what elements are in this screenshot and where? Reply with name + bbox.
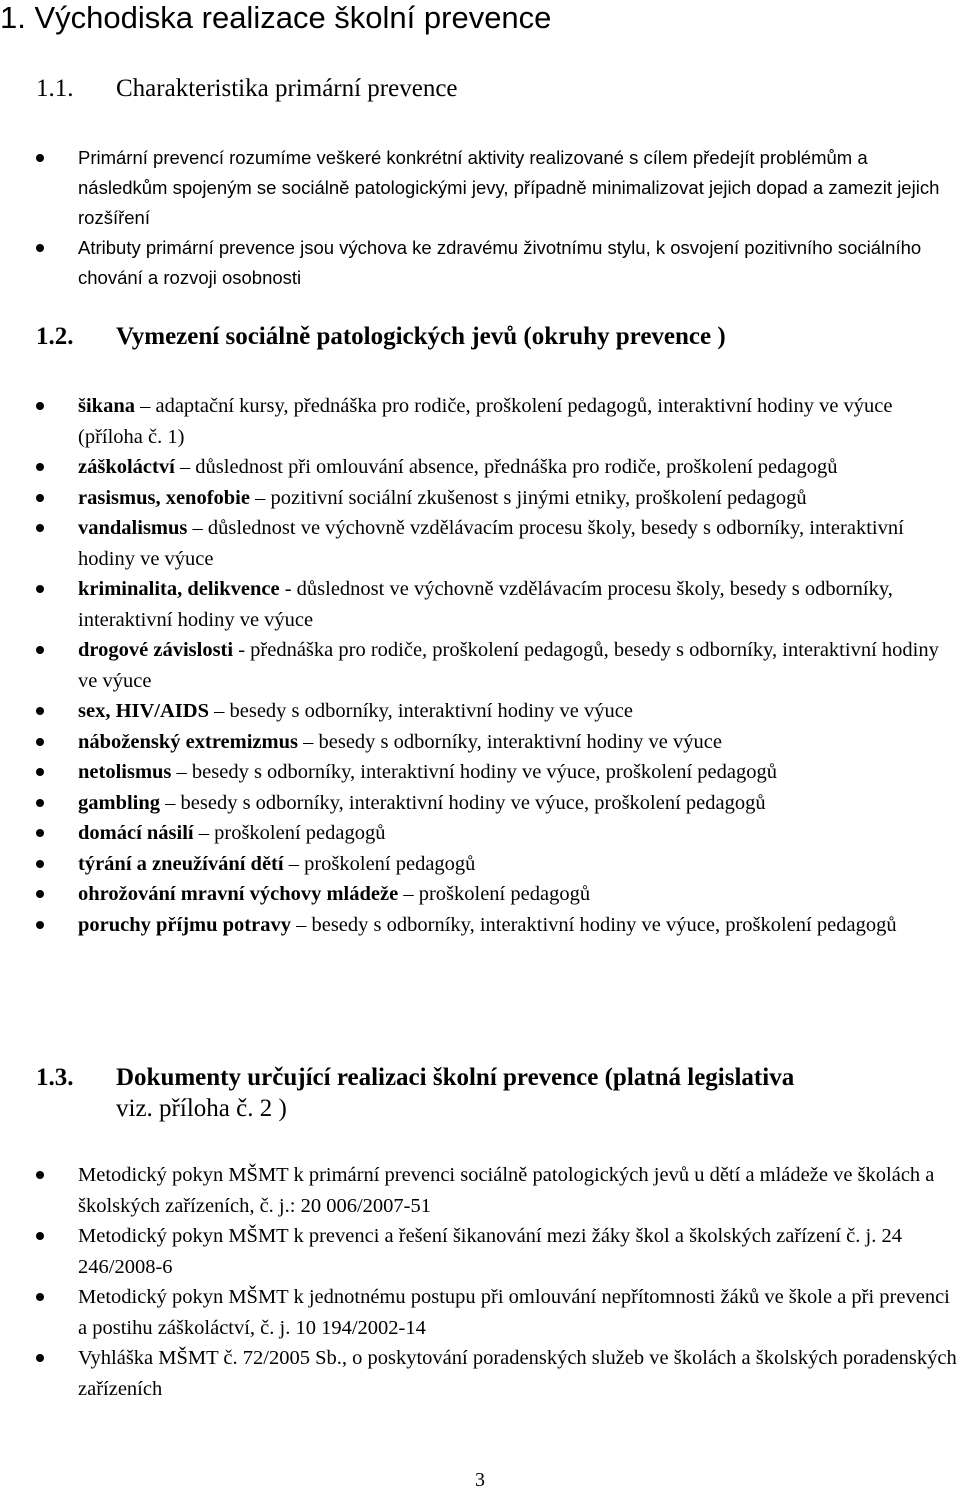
bullet-icon: [36, 524, 44, 532]
list-item: gambling – besedy s odborníky, interaktivní hodiny ve výuce, proškolení pedagogů: [0, 788, 960, 819]
title-number: 1.: [0, 0, 26, 35]
bullet-icon: [36, 494, 44, 502]
list-item: vandalismus – důslednost ve výchovně vzdělávacím procesu školy, besedy s odborníky, interaktivní hodiny ve výuce: [0, 513, 960, 574]
list-item: záškoláctví – důslednost při omlouvání absence, přednáška pro rodiče, proškolení pedagogů: [0, 452, 960, 483]
section-3-heading: [36, 1062, 794, 1124]
list-item: Metodický pokyn MŠMT k primární prevenci sociálně patologických jevů u dětí a mládeže ve školách a školských zařízeních, č. j.: 20 006/2007-51: [0, 1160, 960, 1221]
bullet-icon: [36, 463, 44, 471]
section-3-list: [0, 1160, 960, 1404]
bullet-icon: [36, 1232, 44, 1240]
list-item: sex, HIV/AIDS – besedy s odborníky, interaktivní hodiny ve výuce: [0, 696, 960, 727]
list-item: poruchy příjmu potravy – besedy s odborníky, interaktivní hodiny ve výuce, proškolení pedagogů: [0, 910, 960, 941]
section-3-title-continuation: viz. příloha č. 2 ): [116, 1095, 287, 1122]
list-item: ohrožování mravní výchovy mládeže – proškolení pedagogů: [0, 879, 960, 910]
list-item: Metodický pokyn MŠMT k jednotnému postupu při omlouvání nepřítomnosti žáků ve škole a při prevenci a postihu záškoláctví, č. j. 10 194/2002-14: [0, 1282, 960, 1343]
section-3-title: Dokumenty určující realizaci školní prevence (platná legislativa: [116, 1064, 795, 1091]
page-title: [0, 0, 551, 36]
section-2-number: 1.2.: [36, 323, 74, 350]
bullet-icon: [36, 860, 44, 868]
list-item: domácí násilí – proškolení pedagogů: [0, 818, 960, 849]
section-2-title: Vymezení sociálně patologických jevů (okruhy prevence ): [116, 323, 726, 350]
bullet-icon: [36, 1354, 44, 1362]
bullet-icon: [36, 799, 44, 807]
section-3-number: 1.3.: [36, 1064, 74, 1091]
bullet-icon: [36, 738, 44, 746]
section-1-heading: [36, 73, 458, 104]
list-item: šikana – adaptační kursy, přednáška pro rodiče, proškolení pedagogů, interaktivní hodiny ve výuce (příloha č. 1): [0, 391, 960, 452]
list-item: týrání a zneužívání dětí – proškolení pedagogů: [0, 849, 960, 880]
list-item: netolismus – besedy s odborníky, interaktivní hodiny ve výuce, proškolení pedagogů: [0, 757, 960, 788]
bullet-icon: [36, 1171, 44, 1179]
list-item: kriminalita, delikvence - důslednost ve výchovně vzdělávacím procesu školy, besedy s odborníky, interaktivní hodiny ve výuce: [0, 574, 960, 635]
list-item: drogové závislosti - přednáška pro rodiče, proškolení pedagogů, besedy s odborníky, interaktivní hodiny ve výuce: [0, 635, 960, 696]
bullet-icon: [36, 646, 44, 654]
bullet-icon: [36, 890, 44, 898]
bullet-icon: [36, 707, 44, 715]
list-item: rasismus, xenofobie – pozitivní sociální zkušenost s jinými etniky, proškolení pedagogů: [0, 483, 960, 514]
list-item: náboženský extremizmus – besedy s odborníky, interaktivní hodiny ve výuce: [0, 727, 960, 758]
bullet-icon: [36, 1293, 44, 1301]
list-item: Vyhláška MŠMT č. 72/2005 Sb., o poskytování poradenských služeb ve školách a školských poradenských zařízeních: [0, 1343, 960, 1404]
bullet-icon: [36, 921, 44, 929]
section-1-title: Charakteristika primární prevence: [116, 75, 458, 102]
bullet-icon: [36, 402, 44, 410]
section-2-list: [0, 391, 960, 940]
bullet-icon: [36, 829, 44, 837]
section-2-heading: [36, 321, 726, 352]
page-number: 3: [475, 1469, 485, 1491]
title-text: Východiska realizace školní prevence: [34, 0, 552, 35]
bullet-icon: [36, 244, 44, 252]
list-item: Atributy primární prevence jsou výchova ke zdravému životnímu stylu, k osvojení pozitivního sociálního chování a rozvoji osobnosti: [0, 233, 960, 293]
bullet-icon: [36, 768, 44, 776]
bullet-icon: [36, 585, 44, 593]
section-1-number: 1.1.: [36, 75, 74, 102]
list-item: Primární prevencí rozumíme veškeré konkrétní aktivity realizované s cílem předejít problémům a následkům spojeným se sociálně patologickými jevy, případně minimalizovat jejich dopad a zamezit jejich rozšíření: [0, 143, 960, 233]
list-item: Metodický pokyn MŠMT k prevenci a řešení šikanování mezi žáky škol a školských zařízení č. j. 24 246/2008-6: [0, 1221, 960, 1282]
section-1-list: [0, 143, 960, 293]
bullet-icon: [36, 154, 44, 162]
